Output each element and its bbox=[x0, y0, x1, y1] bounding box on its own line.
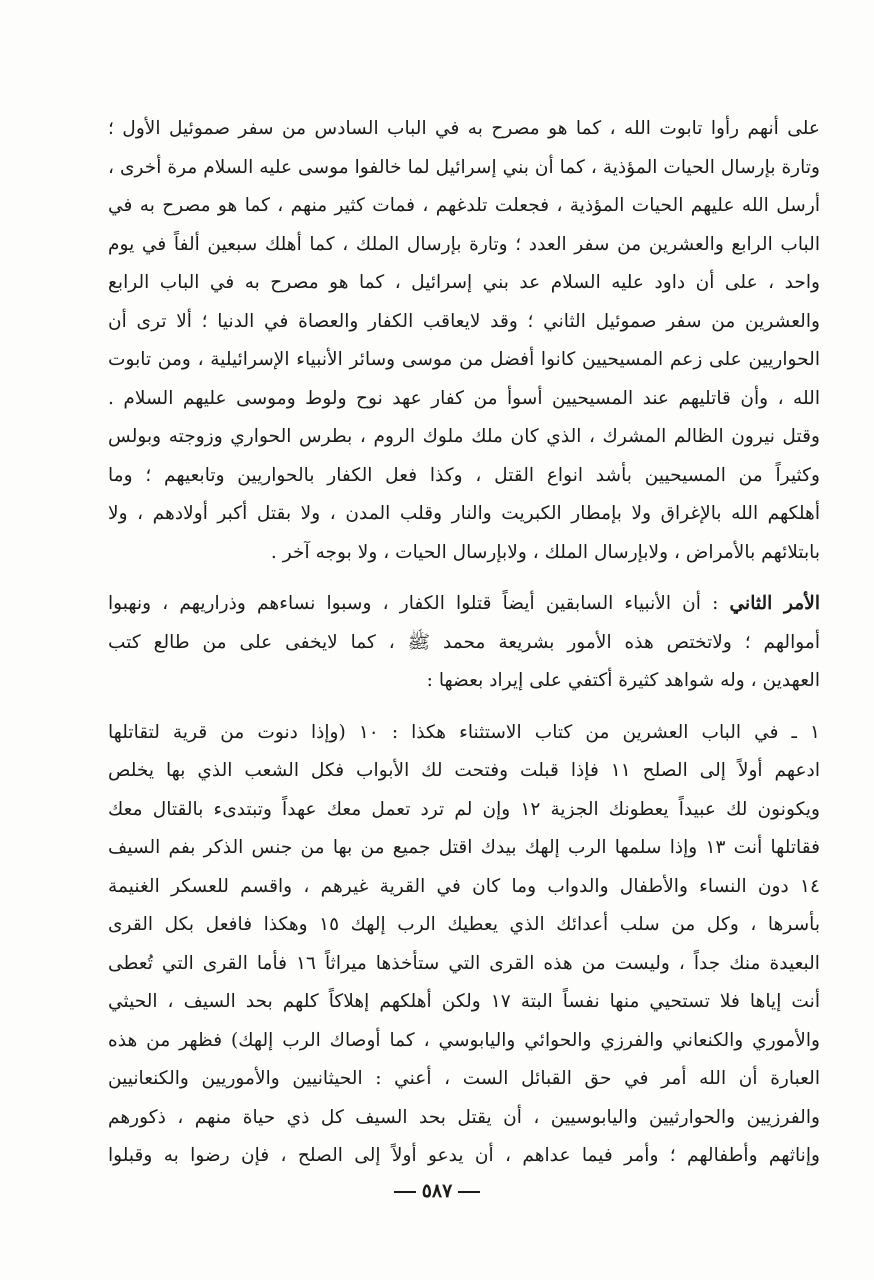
text-line bbox=[108, 585, 820, 624]
text-line: ويكونون لك عبيداً يعطونك الجزية ١٢ وإن لم ترد تعمل معك عهداً وتبتدىء بالقتال معك bbox=[108, 798, 820, 820]
text-line: ١٤ دون النساء والأطفال والدواب وما كان في القرية غيرهم ، واقسم للعسكر الغنيمة bbox=[108, 875, 820, 897]
paragraph-gap bbox=[108, 701, 820, 714]
text-line: والعشرين من سفر صموئيل الثاني ؛ وقد لايعاقب الكفار والعصاة في الدنيا ؛ ألا ترى أن bbox=[108, 310, 820, 332]
text-line: العبارة أن الله أمر في حق القبائل الست ، أعني : الحيثانيين والأموريين والكنعانيين bbox=[108, 1068, 820, 1089]
text-line: البعيدة منك جداً ، وليست من هذه القرى التي ستأخذها ميراثاً ١٦ فأما القرى التي تُعطى bbox=[108, 952, 820, 974]
paragraph-2 bbox=[108, 585, 820, 701]
text-line: وإناثهم وأطفالهم ؛ وأمر فيما عداهم ، أن يدعو أولاً إلى الصلح ، فإن رضوا به وقبلوا bbox=[108, 1145, 820, 1166]
dash-left bbox=[458, 1191, 480, 1193]
page-number-text: ٥٨٧ bbox=[421, 1180, 453, 1202]
text-line: الحواريين على زعم المسيحيين كانوا أفضل من موسى وسائر الأنبياء الإسرائيلية ، ومن تابوت bbox=[108, 349, 820, 370]
text-line: العهدين ، وله شواهد كثيرة أكتفي على إيراد بعضها : bbox=[426, 670, 820, 691]
text-line: فقاتلها أنت ١٣ وإذا سلمها الرب إلهك بيدك اقتل جميع من بها من جنس الذكر بفم السيف bbox=[108, 837, 820, 858]
paragraph-gap bbox=[108, 572, 820, 585]
text-line: أرسل الله عليهم الحيات المؤذية ، فجعلت تلدغهم ، فمات كثير منهم ، كما هو مصرح به في bbox=[108, 195, 820, 216]
text-line: بأسرها ، وكل من سلب أعدائك الذي يعطيك الرب إلهك ١٥ وهكذا فافعل بكل القرى bbox=[108, 914, 820, 935]
paragraph-3 bbox=[108, 714, 820, 1176]
paragraph-1 bbox=[108, 110, 820, 572]
text-line: وتارة بإرسال الحيات المؤذية ، كما أن بني إسرائيل لما خالفوا موسى عليه السلام مرة أخرى ، bbox=[108, 156, 820, 178]
page-number bbox=[0, 1180, 874, 1202]
page-body bbox=[108, 110, 820, 1176]
text-line: واحد ، على أن داود عليه السلام عد بني إسرائيل ، كما هو مصرح به في الباب الرابع bbox=[108, 272, 820, 293]
text-line: والفرزيين والحوارثيين واليابوسيين ، أن يقتل بحد السيف كل ذي حياة منهم ، ذكورهم bbox=[108, 1106, 820, 1128]
heading-continuation: : أن الأنبياء السابقين أيضاً قتلوا الكفار ، وسبوا نساءهم وذراريهم ، ونهبوا bbox=[108, 593, 730, 614]
text-line: ١ ـ في الباب العشرين من كتاب الاستثناء هكذا : ١٠ (وإذا دنوت من قرية لتقاتلها bbox=[108, 721, 820, 743]
text-line: وقتل نيرون الظالم المشرك ، الذي كان ملك ملوك الروم ، بطرس الحواري وزوجته وبولس bbox=[108, 426, 820, 447]
text-line: الباب الرابع والعشرين من سفر العدد ؛ وتارة بإرسال الملك ، كما أهلك سبعين ألفاً في يوم bbox=[108, 233, 820, 255]
text-line: ادعهم أولاً إلى الصلح ١١ فإذا قبلت وفتحت لك الأبواب فكل الشعب الذي بها يخلص bbox=[108, 760, 820, 781]
text-line: الله ، وأن قاتليهم عند المسيحيين أسوأ من كفار عهد نوح ولوط وموسى عليهم السلام . bbox=[108, 387, 820, 409]
text-line: أنت إياها فلا تستحيي منها نفساً البتة ١٧ ولكن أهلكهم إهلاكاً كلهم بحد السيف ، الحيثي bbox=[108, 991, 820, 1012]
text-line: والأموري والكنعاني والفرزي والحوائي واليابوسي ، كما أوصاك الرب إلهك) فظهر من هذه bbox=[108, 1029, 820, 1051]
dash-right bbox=[394, 1191, 416, 1193]
text-line: وكثيراً من المسيحيين بأشد انواع القتل ، وكذا فعل الكفار بالحواريين وتابعيهم ؛ وما bbox=[108, 464, 820, 486]
text-line: بابتلائهم بالأمراض ، ولابإرسال الملك ، ولابإرسال الحيات ، ولا بوجه آخر . bbox=[270, 541, 820, 563]
text-line: أموالهم ؛ ولاتختص هذه الأمور بشريعة محمد ﷺ ، كما لايخفى على من طالع كتب bbox=[108, 631, 820, 653]
section-heading: الأمر الثاني bbox=[729, 593, 820, 614]
text-line: أهلكهم الله بالإغراق ولا بإمطار الكبريت والنار وقلب المدن ، ولا بقتل أكبر أولادهم ، ولا bbox=[108, 503, 820, 524]
text-line: على أنهم رأوا تابوت الله ، كما هو مصرح به في الباب السادس من سفر صموئيل الأول ؛ bbox=[108, 118, 820, 139]
